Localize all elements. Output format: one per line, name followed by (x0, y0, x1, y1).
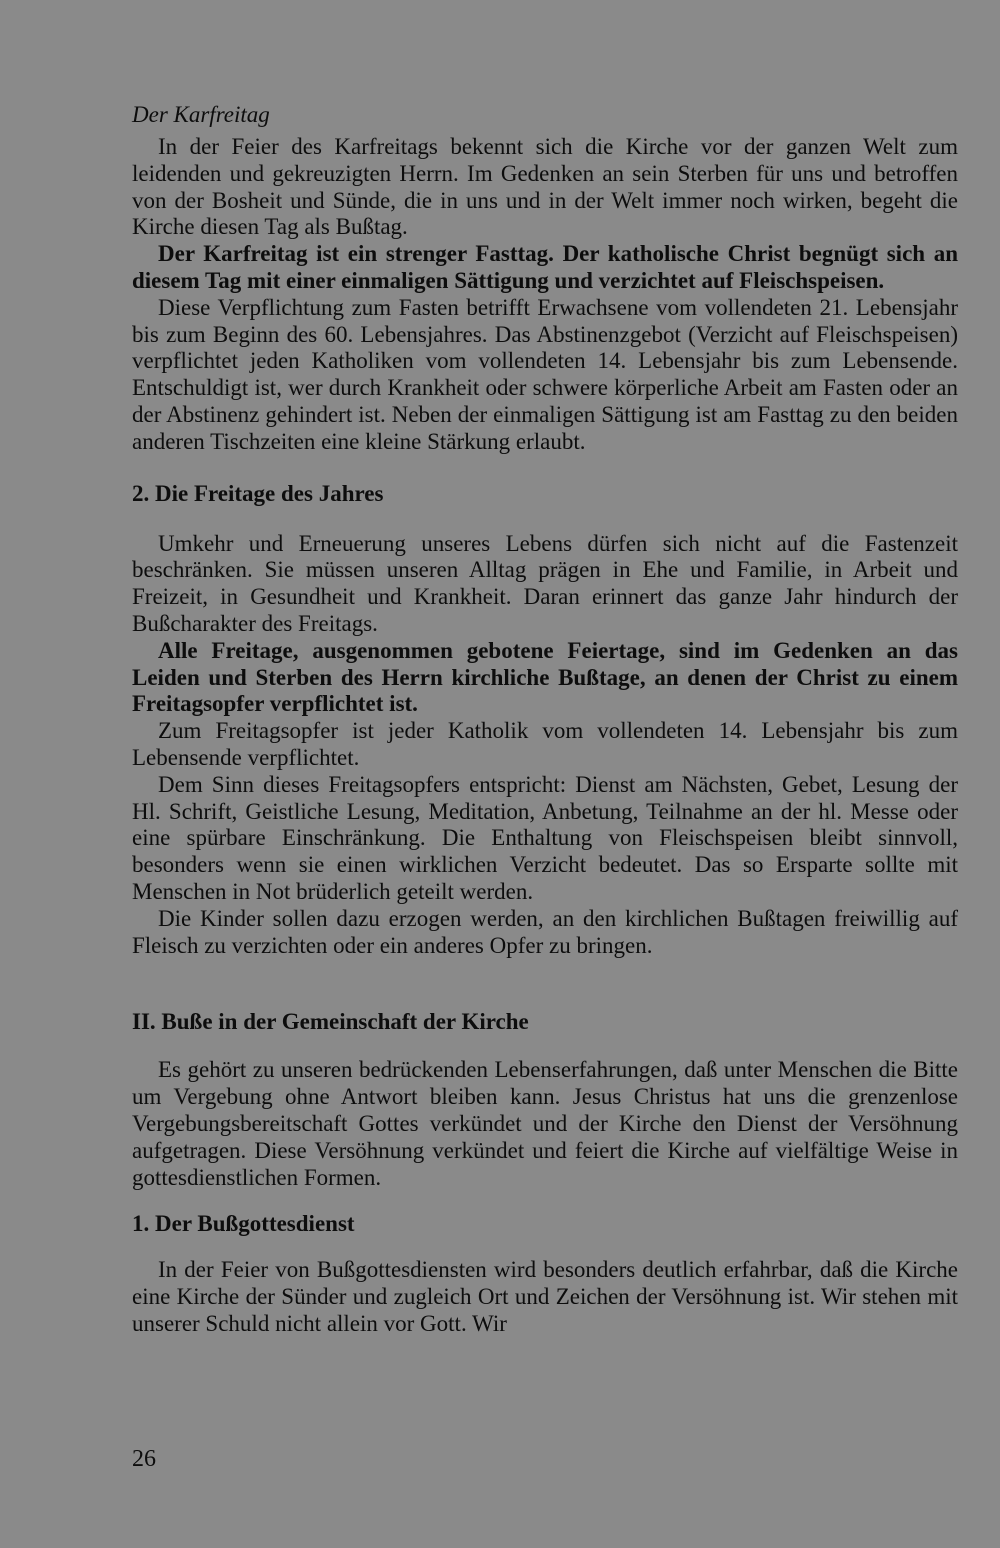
heading-busse-gemeinschaft: II. Buße in der Gemeinschaft der Kirche (132, 1009, 529, 1035)
heading-bussgottesdienst: 1. Der Bußgottesdienst (132, 1211, 355, 1237)
paragraph-vergebung: Es gehört zu unseren bedrückenden Lebenserfahrungen, daß unter Menschen die Bitte um Vergebung ohne Antwort bleiben kann. Jesus Christus hat uns die grenzenlose Vergebungsbereitschaft Gottes verkündet und der Kirche den Dienst der Versöhnung aufgetragen. Diese Versöhnung verkündet und feiert die Kirche auf vielfältige Weise in gottesdienstlichen Formen. (132, 1057, 958, 1190)
paragraph-kinder: Die Kinder sollen dazu erzogen werden, an den kirchlichen Bußtagen freiwillig auf Fleisch zu verzichten oder ein anderes Opfer zu bringen. (132, 905, 958, 958)
paragraph-karfreitag-intro: In der Feier des Karfreitags bekennt sich die Kirche vor der ganzen Welt zum leidenden und gekreuzigten Herrn. Im Gedenken an sein Sterben für uns und betroffen von der Bosheit und Sünde, die in uns und in der Welt immer noch wirken, begeht die Kirche diesen Tag als Bußtag. (132, 134, 958, 240)
heading-freitage: 2. Die Freitage des Jahres (132, 480, 384, 506)
paragraph-umkehr: Umkehr und Erneuerung unseres Lebens dürfen sich nicht auf die Fastenzeit beschränken. Sie müssen unseren Alltag prägen in Ehe und Familie, in Arbeit und Freizeit, in Gesundheit und Krankheit. Daran erinnert das ganze Jahr hindurch der Bußcharakter des Freitags. (132, 530, 958, 636)
paragraph-freitage-rule: Alle Freitage, ausgenommen gebotene Feiertage, sind im Gedenken an das Leiden und Sterben des Herrn kirchliche Bußtage, an denen der Christ zu einem Freitagsopfer verpflichtet ist. (132, 637, 958, 717)
paragraph-fasttag-rule: Der Karfreitag ist ein strenger Fasttag. Der katholische Christ begnügt sich an diesem Tag mit einer einmaligen Sättigung und verzichtet auf Fleischspeisen. (132, 241, 958, 293)
paragraph-freitagsopfer-pflicht: Zum Freitagsopfer ist jeder Katholik vom vollendeten 14. Lebensjahr bis zum Lebensende verpflichtet. (132, 718, 958, 770)
paragraph-bussgottesdienst: In der Feier von Bußgottesdiensten wird besonders deutlich erfahrbar, daß die Kirche eine Kirche der Sünder und zugleich Ort und Zeichen der Versöhnung ist. Wir stehen mit unserer Schuld nicht allein vor Gott. Wir (132, 1257, 958, 1336)
page-content (132, 100, 958, 1338)
paragraph-fasten-pflicht: Diese Verpflichtung zum Fasten betrifft Erwachsene vom vollendeten 21. Lebensjahr bis zum Beginn des 60. Lebensjahres. Das Abstinenzgebot (Verzicht auf Fleischspeisen) verpflichtet jeden Katholiken vom vollendeten 14. Lebensjahr bis zum Lebensende. Entschuldigt ist, wer durch Krankheit oder schwere körperliche Arbeit am Fasten oder an der Abstinenz gehindert ist. Neben der einmaligen Sättigung ist am Fasttag zu den beiden anderen Tischzeiten eine kleine Stärkung erlaubt. (132, 294, 958, 454)
paragraph-freitagsopfer-sinn: Dem Sinn dieses Freitagsopfers entspricht: Dienst am Nächsten, Gebet, Lesung der Hl. Schrift, Geistliche Lesung, Meditation, Anbetung, Teilnahme an der hl. Messe oder eine spürbare Einschränkung. Die Enthaltung von Fleischspeisen bleibt sinnvoll, besonders wenn sie einen wirklichen Verzicht bedeutet. Das so Ersparte sollte mit Menschen in Not brüderlich geteilt werden. (132, 771, 958, 904)
page-number: 26 (132, 1446, 156, 1472)
heading-karfreitag: Der Karfreitag (132, 102, 270, 127)
